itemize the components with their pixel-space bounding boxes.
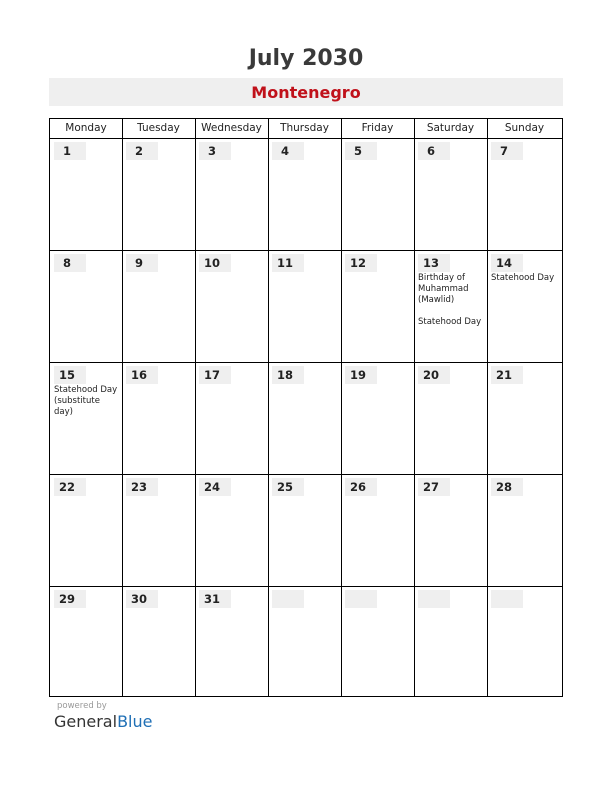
day-number: 3 [207,144,216,158]
day-number: 31 [203,592,220,606]
day-number: 26 [349,480,366,494]
day-number-box [272,478,304,496]
day-number: 13 [422,256,439,270]
brand-blue-text: Blue [117,712,153,731]
day-number-box [418,142,450,160]
day-cell-5[interactable] [341,139,414,250]
day-number-box [272,142,304,160]
day-number-box [491,366,523,384]
holiday-list [418,273,485,339]
holiday-name: Statehood Day [491,273,555,283]
week-row [50,139,562,251]
holiday-list [54,385,120,429]
weekday-header-friday: Friday [361,122,394,134]
day-number-box [199,254,231,272]
day-number-box [345,366,377,384]
day-number: 16 [130,368,147,382]
day-cell-24[interactable] [195,475,268,586]
day-cell-1[interactable] [50,139,122,250]
day-cell-13[interactable] [414,251,487,362]
day-cell-11[interactable] [268,251,341,362]
week-row [50,363,562,475]
day-number-box [126,254,158,272]
day-number: 11 [276,256,293,270]
day-number-box [54,366,86,384]
week-row [50,251,562,363]
day-number-box [54,254,86,272]
day-number: 20 [422,368,439,382]
day-number: 5 [353,144,362,158]
day-number-box [199,366,231,384]
powered-by-label: powered by [57,701,107,711]
day-number: 7 [499,144,508,158]
day-cell-29[interactable] [50,587,122,699]
weekday-header-thursday: Thursday [280,122,329,134]
day-cell-3[interactable] [195,139,268,250]
day-number-box [491,142,523,160]
day-number-box [418,366,450,384]
day-cell-31[interactable] [195,587,268,699]
day-number-box [272,366,304,384]
day-number: 22 [58,480,75,494]
day-number: 28 [495,480,512,494]
day-cell-empty[interactable] [341,587,414,699]
day-number-box [272,590,304,608]
grid-column-divider [195,119,196,696]
country-name: Montenegro [251,83,361,102]
day-cell-20[interactable] [414,363,487,474]
day-cell-10[interactable] [195,251,268,362]
day-number: 29 [58,592,75,606]
holiday-list [491,273,560,295]
day-cell-25[interactable] [268,475,341,586]
day-number-box [418,478,450,496]
day-number: 25 [276,480,293,494]
day-number-box [345,254,377,272]
day-cell-4[interactable] [268,139,341,250]
day-cell-23[interactable] [122,475,195,586]
day-number: 27 [422,480,439,494]
weekday-header-monday: Monday [65,122,107,134]
page-title: July 2030 [248,46,364,71]
day-number: 19 [349,368,366,382]
grid-column-divider [414,119,415,696]
grid-column-divider [122,119,123,696]
weekday-header-sunday: Sunday [504,122,545,134]
day-cell-18[interactable] [268,363,341,474]
holiday-name: Birthday of Muhammad (Mawlid) [418,273,469,305]
day-number: 6 [426,144,435,158]
week-row [50,475,562,587]
day-cell-19[interactable] [341,363,414,474]
day-number-box [491,590,523,608]
day-number: 2 [134,144,143,158]
day-cell-6[interactable] [414,139,487,250]
day-cell-empty[interactable] [414,587,487,699]
day-number-box [126,590,158,608]
day-cell-14[interactable] [487,251,562,362]
weekday-header-row [50,119,562,139]
day-cell-30[interactable] [122,587,195,699]
day-number: 21 [495,368,512,382]
grid-column-divider [341,119,342,696]
day-cell-8[interactable] [50,251,122,362]
day-number-box [418,590,450,608]
day-cell-9[interactable] [122,251,195,362]
day-number-box [345,142,377,160]
day-number: 18 [276,368,293,382]
day-cell-27[interactable] [414,475,487,586]
weekday-header-saturday: Saturday [426,122,475,134]
weekday-header-wednesday: Wednesday [201,122,262,134]
holiday-name: Statehood Day [418,317,482,327]
grid-column-divider [268,119,269,696]
day-cell-22[interactable] [50,475,122,586]
day-number-box [491,478,523,496]
day-number: 10 [203,256,220,270]
day-cell-7[interactable] [487,139,562,250]
day-number: 24 [203,480,220,494]
grid-column-divider [487,119,488,696]
day-number-box [126,142,158,160]
day-number-box [345,478,377,496]
day-cell-17[interactable] [195,363,268,474]
day-cell-empty[interactable] [268,587,341,699]
day-number: 23 [130,480,147,494]
generalblue-logo[interactable] [54,712,152,731]
day-number-box [54,142,86,160]
week-row [50,587,562,699]
day-number-box [54,478,86,496]
day-number: 12 [349,256,366,270]
day-number: 15 [58,368,75,382]
day-number: 30 [130,592,147,606]
holiday-name: Statehood Day (substitute day) [54,385,118,417]
day-cell-21[interactable] [487,363,562,474]
day-cell-empty[interactable] [487,587,562,699]
day-number-box [418,254,450,272]
day-number-box [272,254,304,272]
calendar-grid [49,118,563,697]
day-number-box [126,478,158,496]
day-number-box [199,590,231,608]
day-number: 14 [495,256,512,270]
day-cell-15[interactable] [50,363,122,474]
day-number-box [199,142,231,160]
day-number-box [345,590,377,608]
day-cell-28[interactable] [487,475,562,586]
day-number: 4 [280,144,289,158]
day-number: 8 [62,256,71,270]
day-number: 1 [62,144,71,158]
day-number-box [54,590,86,608]
weekday-header-tuesday: Tuesday [137,122,180,134]
day-cell-26[interactable] [341,475,414,586]
day-number-box [491,254,523,272]
day-number-box [126,366,158,384]
day-cell-12[interactable] [341,251,414,362]
country-banner [49,78,563,106]
day-number: 9 [134,256,143,270]
day-cell-2[interactable] [122,139,195,250]
brand-general-text: General [54,712,118,731]
day-number-box [199,478,231,496]
day-cell-16[interactable] [122,363,195,474]
day-number: 17 [203,368,220,382]
